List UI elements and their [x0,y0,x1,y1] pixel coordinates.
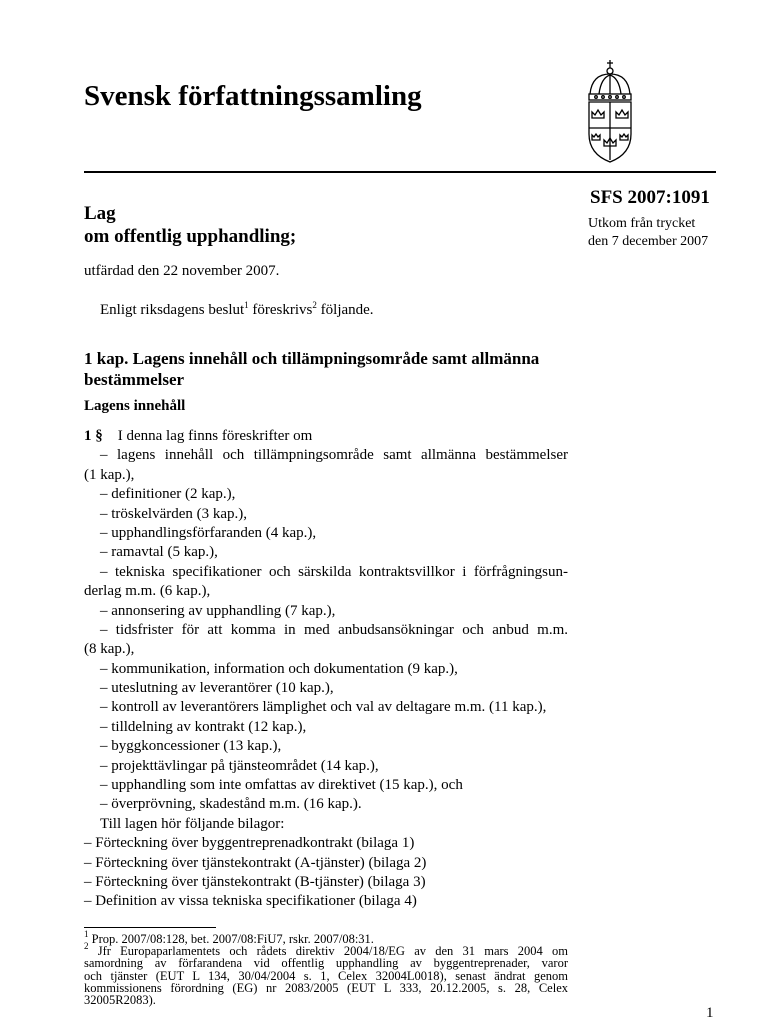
list-item: – uteslutning av leverantörer (10 kap.), [100,680,334,697]
chapter-heading: 1 kap. Lagens innehåll och tillämpningsområde samt allmänna [84,349,540,368]
list-item: – kommunikation, information och dokumentation (9 kap.), [100,660,458,677]
annex-item: – Förteckning över tjänstekontrakt (A-tjänster) (bilaga 2) [84,854,427,871]
law-title: Lag [84,203,116,224]
footnote-marker: 1 [84,929,89,939]
annex-intro: Till lagen hör följande bilagor: [100,815,285,832]
paragraph-text: I denna lag finns föreskrifter om [117,428,313,444]
annex-item: – Definition av vissa tekniska specifikationer (bilaga 4) [84,893,417,910]
issue-date: utfärdad den 22 november 2007. [84,263,280,279]
list-item: – annonsering av upphandling (7 kap.), [100,602,336,619]
masthead-rule [84,171,716,173]
footnote-marker: 2 [84,941,89,952]
footnote-ref-2: 2 [312,300,317,310]
enactment-clause [100,302,374,319]
section-body [84,427,568,912]
section-heading: Lagens innehåll [84,398,186,414]
chapter-heading-continued: bestämmelser [84,370,185,389]
list-item: – överprövning, skadestånd m.m. (16 kap.). [100,796,362,813]
list-item-continued: (8 kap.), [84,641,135,658]
list-item: – definitioner (2 kap.), [100,486,236,503]
enactment-text: föreskrivs [248,302,313,318]
footnote-rule [84,927,216,928]
law-title-subject: om offentlig upphandling; [84,226,297,247]
footnote-2-line: och tjänster (EUT L 134, 30/04/2004 s. 1, Celex 32004L0018), senast ändrat genom [84,968,568,983]
coat-of-arms-logo [582,58,638,164]
list-item-continued: (1 kap.), [84,466,135,483]
footnote-text: Prop. 2007/08:128, bet. 2007/08:FiU7, rskr. 2007/08:31. [88,932,374,946]
list-item: – projekttävlingar på tjänsteområdet (14 kap.), [100,757,379,774]
list-item: – tidsfrister för att komma in med anbudsansökningar och anbud m.m. [100,621,568,638]
list-item: – byggkoncessioner (13 kap.), [100,738,282,755]
publication-note: Utkom från trycket [588,216,696,231]
enactment-text: följande. [316,302,374,318]
annex-item: – Förteckning över byggentreprenadkontrakt (bilaga 1) [84,835,415,852]
publication-title: Svensk författningssamling [84,80,422,112]
list-item-continued: derlag m.m. (6 kap.), [84,583,211,600]
annex-item: – Förteckning över tjänstekontrakt (B-tjänster) (bilaga 3) [84,873,426,890]
publication-date: den 7 december 2007 [588,234,709,249]
list-item: – tekniska specifikationer och särskilda kontraktsvillkor i förfrågningsun- [100,563,568,580]
list-item: – lagens innehåll och tillämpningsområde samt allmänna bestämmelser [100,447,568,464]
page-number: 1 [706,1005,714,1021]
list-item: – upphandlingsförfaranden (4 kap.), [100,524,317,541]
footnote-ref-1: 1 [244,300,249,310]
footnote-2-line: 32005R2083). [84,993,156,1008]
list-item: – upphandling som inte omfattas av direktivet (15 kap.), och [100,777,463,794]
list-item: – kontroll av leverantörers lämplighet och val av deltagare m.m. (11 kap.), [100,699,547,716]
footnotes [84,929,568,1008]
paragraph-opening [84,427,568,446]
list-item: – ramavtal (5 kap.), [100,544,218,561]
list-item: – tröskelvärden (3 kap.), [100,505,248,522]
enactment-text: Enligt riksdagens beslut [100,302,245,318]
footnote-2-line: kommissionens förordning (EG) nr 2083/2005 (EUT L 333, 20.12.2005, s. 28, Celex [84,980,568,995]
footnote-text: Jfr Europaparlamentets och rådets direktiv 2004/18/EG av den 31 mars 2004 om [88,944,568,959]
footnote-2-line: samordning av förfarandena vid offentlig upphandling av byggentreprenader, varor [84,956,568,971]
list-item: – tilldelning av kontrakt (12 kap.), [100,718,307,735]
sfs-number: SFS 2007:1091 [590,187,710,208]
paragraph-number: 1 § [84,428,103,444]
